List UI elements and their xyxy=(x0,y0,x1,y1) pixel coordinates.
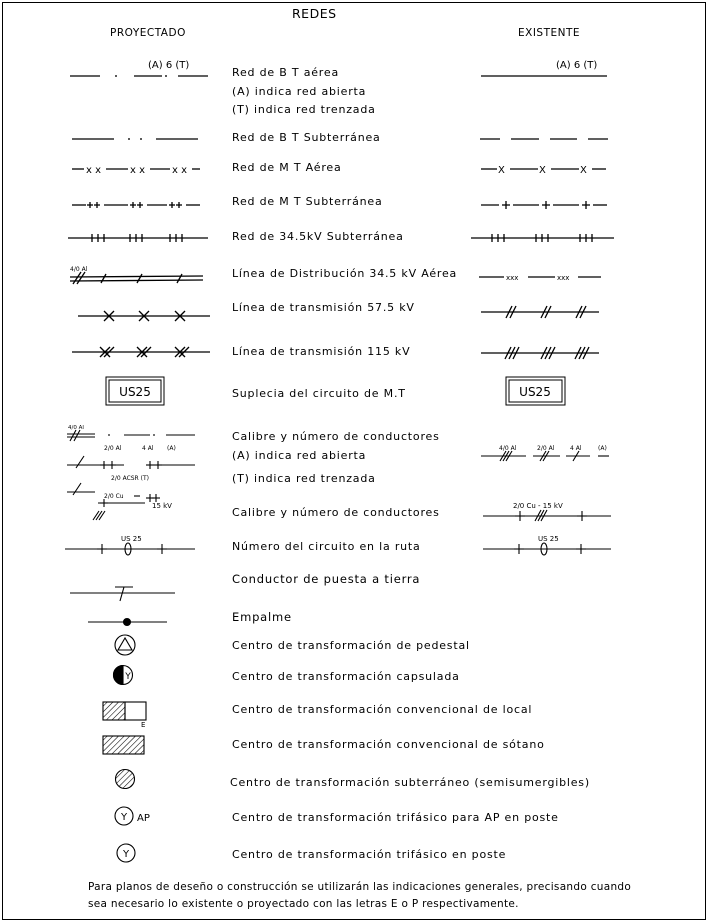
label-xxx-2: xxx xyxy=(557,274,570,282)
label-e-local: E xyxy=(141,721,146,729)
label-20cu: 2/0 Cu xyxy=(104,493,124,500)
sheet-title: REDES xyxy=(292,6,337,21)
label-open-a: (A) xyxy=(167,445,176,452)
label-x-1: X xyxy=(498,165,505,176)
label-20al: 2/0 Al xyxy=(104,445,122,452)
desc-ct-trif-poste: Centro de transformación trifásico en poste xyxy=(232,848,507,861)
symbol-suplecia-existente xyxy=(506,377,565,405)
desc-trans-575: Línea de transmisión 57.5 kV xyxy=(232,301,415,314)
desc-empalme: Empalme xyxy=(232,610,292,624)
desc-bt-aerea-note-a: (A) indica red abierta xyxy=(232,85,367,98)
symbol-dist-345-proyectado xyxy=(70,266,203,284)
label-xx-1: x x xyxy=(86,165,102,176)
symbol-calibre-1-existente xyxy=(481,445,609,461)
desc-calibre-1: Calibre y número de conductores xyxy=(232,430,440,443)
symbol-circuito-proyectado xyxy=(65,535,195,555)
label-ap: AP xyxy=(137,813,150,824)
label-xx-3: x x xyxy=(172,165,188,176)
desc-ct-capsulada: Centro de transformación capsulada xyxy=(232,670,460,683)
label-20cu15kv: 2/0 Cu - 15 kV xyxy=(513,502,563,510)
label-y-ap: Y xyxy=(120,812,128,823)
symbol-mt-sub-proyectado xyxy=(72,202,200,208)
desc-bt-aerea-note-t: (T) indica red trenzada xyxy=(232,103,376,116)
symbol-trans-115-existente xyxy=(481,347,599,359)
label-us25-existente: US25 xyxy=(519,385,551,399)
label-4al: 4 Al xyxy=(142,445,154,452)
desc-tierra: Conductor de puesta a tierra xyxy=(232,572,421,586)
label-y-capsulada: Y xyxy=(125,672,131,682)
label-x-2: X xyxy=(539,165,546,176)
label-a6t-existente: (A) 6 (T) xyxy=(556,60,598,71)
symbol-ct-trif-poste xyxy=(117,844,135,862)
label-40al-cal: 4/0 Al xyxy=(68,425,84,431)
label-us25-proyectado: US25 xyxy=(119,385,151,399)
desc-dist-345: Línea de Distribución 34.5 kV Aérea xyxy=(232,267,458,280)
symbol-ct-pedestal xyxy=(115,635,135,655)
label-4al-ex: 4 Al xyxy=(570,445,582,452)
symbol-ct-subterraneo xyxy=(116,770,135,789)
symbol-suplecia-proyectado xyxy=(106,377,164,405)
footer-note-line2: sea necesario lo existente o proyectado con las letras E o P respectivamente. xyxy=(88,898,519,910)
symbol-trans-575-proyectado xyxy=(78,311,210,321)
symbol-calibre-2-existente xyxy=(483,502,611,521)
desc-ct-pedestal: Centro de transformación de pedestal xyxy=(232,639,470,652)
desc-ct-subterraneo: Centro de transformación subterráneo (semisumergibles) xyxy=(230,776,590,789)
desc-bt-aerea: Red de B T aérea xyxy=(232,66,339,79)
label-x-3: X xyxy=(580,165,587,176)
desc-suplecia: Suplecia del circuito de M.T xyxy=(232,387,406,400)
symbol-empalme xyxy=(88,619,167,626)
desc-kv345-sub: Red de 34.5kV Subterránea xyxy=(232,230,404,243)
desc-ct-sotano: Centro de transformación convencional de sótano xyxy=(232,738,545,751)
column-header-existente: EXISTENTE xyxy=(518,27,581,39)
symbol-kv345-sub-existente xyxy=(471,234,614,242)
desc-mt-aerea: Red de M T Aérea xyxy=(232,161,342,174)
symbol-trans-575-existente xyxy=(481,306,599,318)
label-40al-ex: 4/0 Al xyxy=(499,445,517,452)
label-20acsr: 2/0 ACSR (T) xyxy=(111,475,149,482)
symbol-kv345-sub-proyectado xyxy=(68,234,208,242)
symbol-trans-115-proyectado xyxy=(72,347,210,357)
symbol-mt-sub-existente xyxy=(481,201,607,209)
label-xx-2: x x xyxy=(130,165,146,176)
symbol-calibre-1-proyectado xyxy=(67,425,195,520)
label-us25-ruta-p: US 25 xyxy=(121,535,142,543)
desc-circuito-ruta: Número del circuito en la ruta xyxy=(232,540,421,553)
label-40al-dist: 4/0 Al xyxy=(70,266,88,273)
label-open-a-ex: (A) xyxy=(598,445,607,452)
desc-calibre-2: Calibre y número de conductores xyxy=(232,506,440,519)
symbol-dist-345-existente xyxy=(479,274,601,282)
label-y-poste: Y xyxy=(122,849,130,860)
symbol-bt-aerea-proyectado xyxy=(70,60,208,76)
desc-mt-sub: Red de M T Subterránea xyxy=(232,195,383,208)
symbol-mt-aerea-existente xyxy=(481,165,606,176)
symbol-mt-aerea-proyectado xyxy=(72,165,200,176)
symbol-ct-local xyxy=(103,702,146,729)
label-a6t-proyectado: (A) 6 (T) xyxy=(148,60,190,71)
symbol-tierra xyxy=(70,587,175,601)
footer-note-line1: Para planos de deseño o construcción se utilizarán las indicaciones generales, precisando cuando xyxy=(88,881,632,893)
desc-trans-115: Línea de transmisión 115 kV xyxy=(232,345,411,358)
column-header-proyectado: PROYECTADO xyxy=(110,27,186,39)
symbol-ct-trif-ap xyxy=(115,807,150,825)
desc-bt-sub: Red de B T Subterránea xyxy=(232,131,381,144)
symbol-ct-capsulada xyxy=(114,666,133,685)
symbol-ct-sotano xyxy=(103,736,144,754)
desc-calibre-1-note-t: (T) indica red trenzada xyxy=(232,472,376,485)
desc-ct-local: Centro de transformación convencional de local xyxy=(232,703,533,716)
label-20al-ex: 2/0 Al xyxy=(537,445,555,452)
label-xxx-1: xxx xyxy=(506,274,519,282)
desc-ct-trif-ap: Centro de transformación trifásico para AP en poste xyxy=(232,811,559,824)
symbol-bt-aerea-existente xyxy=(481,60,607,76)
label-us25-ruta-e: US 25 xyxy=(538,535,559,543)
label-15kv: 15 kV xyxy=(152,502,172,510)
symbol-circuito-existente xyxy=(483,535,611,555)
desc-calibre-1-note-a: (A) indica red abierta xyxy=(232,449,367,462)
